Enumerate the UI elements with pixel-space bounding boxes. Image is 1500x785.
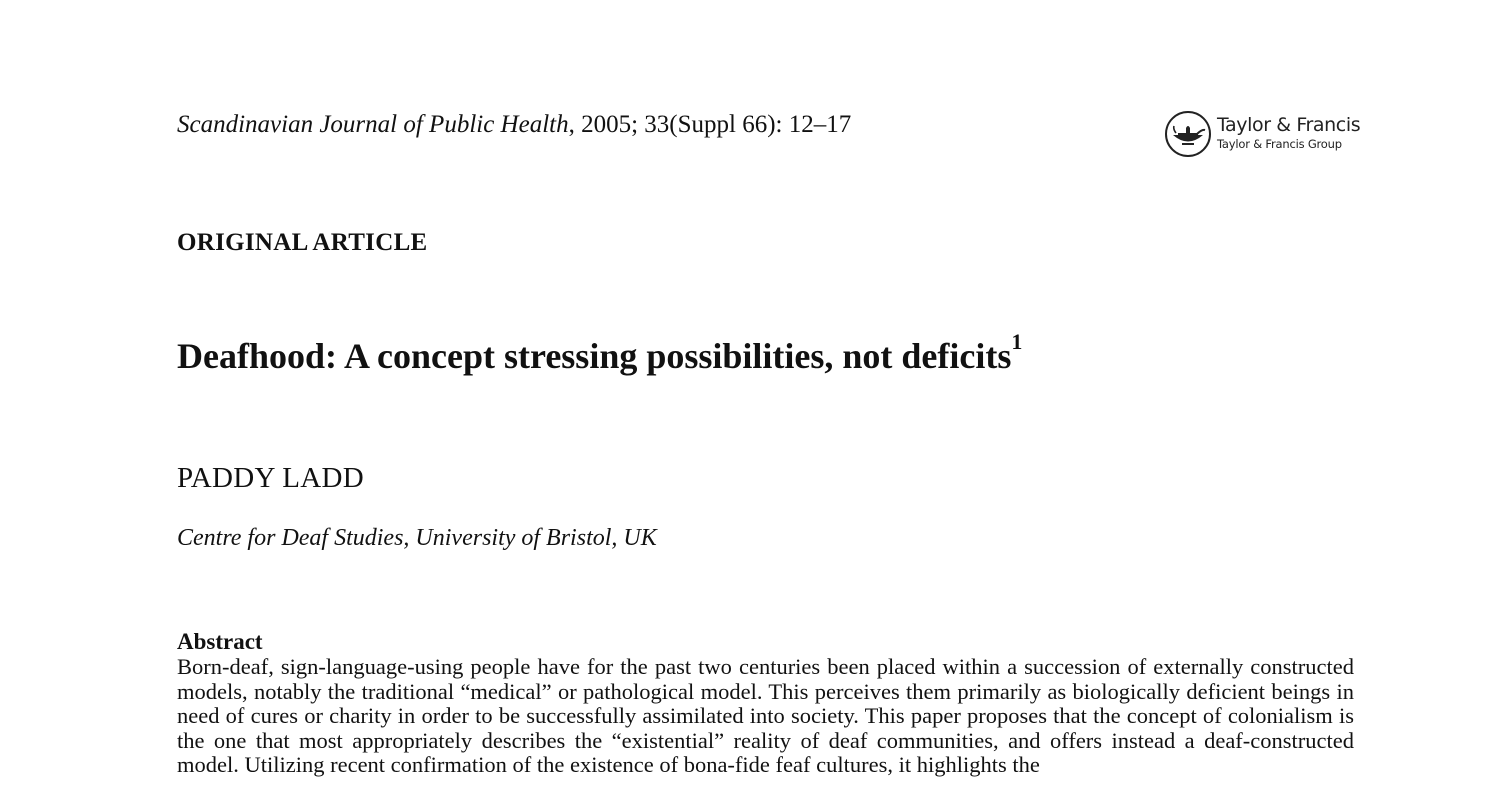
article-title (177, 329, 1023, 377)
journal-name: Scandinavian Journal of Public Health (177, 111, 569, 138)
citation-details: , 2005; 33(Suppl 66): 12–17 (568, 111, 852, 138)
abstract-text: Born-deaf, sign-language-using people have for the past two centuries been placed within a succession of externally constructed models, notably the traditional “medical” or pathological model. This perceives them primarily as biologically deficient beings in need of cures or charity in order to be successfully assimilated into society. This paper proposes that the concept of colonialism is the one that most appropriately describes the “existential” reality of deaf communities, and offers instead a deaf-constructed model. Utilizing recent confirmation of the existence of bona-fide feaf cultures, it highlights the (177, 654, 1354, 777)
publisher-group: Taylor & Francis Group (1217, 137, 1342, 151)
article-title-text: Deafhood: A concept stressing possibilities, not deficits (177, 336, 1012, 376)
publisher-name: Taylor & Francis (1217, 114, 1361, 136)
abstract-heading: Abstract (177, 629, 263, 654)
title-footnote-marker: 1 (1011, 329, 1023, 354)
author-affiliation: Centre for Deaf Studies, University of Bristol, UK (177, 525, 657, 551)
author-name: PADDY LADD (177, 462, 364, 494)
publisher-logo (1164, 110, 1364, 162)
article-type-label: ORIGINAL ARTICLE (177, 229, 428, 256)
oil-lamp-icon (1164, 110, 1212, 158)
journal-citation (177, 111, 851, 139)
